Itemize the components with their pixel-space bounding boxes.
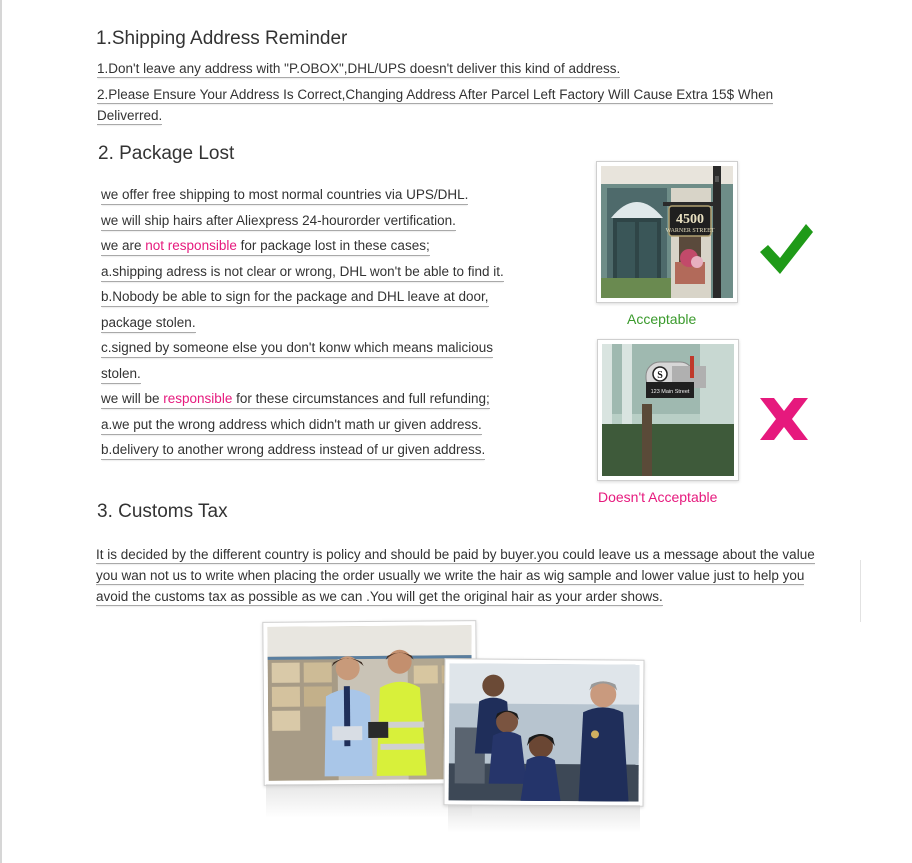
- page-left-border: [0, 0, 2, 863]
- section-heading-shipping-address: 1.Shipping Address Reminder: [96, 28, 348, 49]
- acceptable-address-photo: [596, 161, 738, 303]
- warehouse-illustration: [267, 625, 472, 781]
- shipping-reminder-line-1-block: [97, 58, 821, 79]
- customs-officers-photo: [443, 658, 644, 806]
- not-acceptable-caption: Doesn't Acceptable: [598, 489, 718, 505]
- package-lost-line: b.delivery to another wrong address instead of ur given address.: [101, 442, 485, 460]
- officers-photo-reflection: [448, 805, 640, 833]
- house-sign-illustration: [601, 166, 733, 298]
- customs-tax-paragraph: It is decided by the different country is policy and should be paid by buyer.you could leave us a message about the value you wan not us to write when placing the order usually we write the hair as wig sample and lower value just to help you avoid the customs tax as possible as we can .You will get the original hair as your arder shows.: [96, 547, 815, 604]
- package-lost-line: b.Nobody be able to sign for the package and DHL leave at door,: [101, 289, 489, 307]
- package-lost-line: a.shipping adress is not clear or wrong, DHL won't be able to find it.: [101, 264, 504, 282]
- section-heading-customs-tax: 3. Customs Tax: [97, 501, 228, 522]
- package-lost-line: package stolen.: [101, 315, 196, 333]
- responsible-suffix: for these circumstances and full refunding;: [232, 391, 490, 406]
- customs-tax-paragraph-block: [96, 544, 824, 607]
- package-lost-line: we will ship hairs after Aliexpress 24-hourorder vertification.: [101, 213, 456, 231]
- shipping-reminder-line-2: 2.Please Ensure Your Address Is Correct,Changing Address After Parcel Left Factory Will Cause Extra 15$ When Deliverred.: [97, 87, 774, 123]
- mailbox-letter-text: S: [657, 370, 663, 381]
- shipping-reminder-line-2-block: [97, 84, 821, 126]
- checkmark-icon: [758, 220, 814, 276]
- customs-officers-illustration: [449, 663, 640, 801]
- responsible-highlight: responsible: [163, 391, 233, 406]
- cross-icon: [758, 396, 810, 442]
- not-responsible-suffix: for package lost in these cases;: [236, 238, 430, 253]
- not-acceptable-address-photo: [597, 339, 739, 481]
- warehouse-photo-reflection: [266, 784, 472, 818]
- section-heading-package-lost: 2. Package Lost: [98, 143, 235, 164]
- package-lost-line: a.we put the wrong address which didn't math ur given address.: [101, 417, 482, 435]
- street-name-text: WARNER STREET: [665, 228, 715, 234]
- not-responsible-highlight: not responsible: [145, 238, 237, 253]
- responsible-prefix: we will be: [101, 391, 164, 406]
- shipping-reminder-line-1: 1.Don't leave any address with "P.OBOX",DHL/UPS doesn't deliver this kind of address.: [97, 61, 621, 76]
- mailbox-illustration: [602, 344, 734, 476]
- page-right-border: [860, 560, 861, 622]
- not-responsible-line: [101, 238, 430, 256]
- package-lost-line: we offer free shipping to most normal countries via UPS/DHL.: [101, 187, 468, 205]
- mailbox-address-text: 123 Main Street: [650, 389, 690, 395]
- not-responsible-prefix: we are: [101, 238, 146, 253]
- responsible-line: [101, 391, 490, 409]
- acceptable-caption: Acceptable: [627, 311, 697, 327]
- package-lost-line: c.signed by someone else you don't konw which means malicious: [101, 340, 493, 358]
- house-number-text: 4500: [676, 212, 704, 227]
- package-lost-line: stolen.: [101, 366, 141, 384]
